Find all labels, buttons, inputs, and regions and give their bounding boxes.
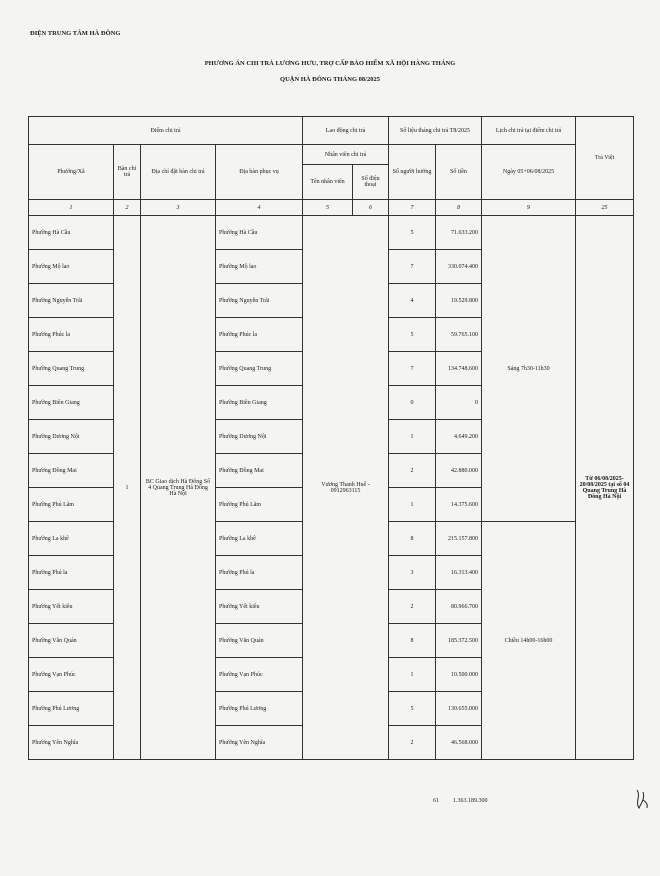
area-cell: Phường Hà Cầu [216, 216, 303, 250]
col-number: 7 [389, 200, 436, 216]
tra-viet-info: Từ 06/08/2025-20/08/2025 tại số 04 Quang Trung Hà Đông Hà Nội [576, 216, 634, 760]
ward-cell: Phường Phúc la [29, 318, 114, 352]
header-phuong-xa: Phường/Xã [29, 145, 114, 200]
area-cell: Phường Mộ lao [216, 250, 303, 284]
header-so-tien: Số tiền [436, 145, 482, 200]
people-cell: 5 [389, 692, 436, 726]
amount-cell: 185.372.500 [436, 624, 482, 658]
amount-cell: 14.375.600 [436, 488, 482, 522]
header-so-lieu: Số liệu tháng chi trả T8/2025 [389, 117, 482, 145]
amount-cell: 71.633.200 [436, 216, 482, 250]
header-so-nguoi: Số người hưởng [389, 145, 436, 200]
area-cell: Phường Nguyễn Trãi [216, 284, 303, 318]
amount-cell: 10.500.000 [436, 658, 482, 692]
area-cell: Phường Phúc la [216, 318, 303, 352]
ward-cell: Phường Đồng Mai [29, 454, 114, 488]
amount-cell: 42.880.000 [436, 454, 482, 488]
area-cell: Phường Đồng Mai [216, 454, 303, 488]
header-dia-chi: Địa chỉ đặt bàn chi trả [141, 145, 216, 200]
header-lich: Lịch chi trả tại điểm chi trả [482, 117, 576, 145]
people-cell: 8 [389, 624, 436, 658]
staff-info: Vương Thanh Huế - 0912963115 [303, 216, 389, 760]
people-cell: 1 [389, 658, 436, 692]
ward-cell: Phường Dương Nội [29, 420, 114, 454]
desk-address: BC Giao dịch Hà Đông Số 4 Quang Trung Hà Đông Hà Nội [141, 216, 216, 760]
col-number: 6 [353, 200, 389, 216]
area-cell: Phường Phú la [216, 556, 303, 590]
table-row [29, 216, 634, 250]
amount-cell: 0 [436, 386, 482, 420]
ward-cell: Phường Văn Quán [29, 624, 114, 658]
col-number: 9 [482, 200, 576, 216]
area-cell: Phường Yết kiêu [216, 590, 303, 624]
amount-cell: 130.655.000 [436, 692, 482, 726]
col-number: 5 [303, 200, 353, 216]
people-cell: 2 [389, 726, 436, 760]
amount-cell: 330.074.400 [436, 250, 482, 284]
header-ngay: Ngày 05+06/08/2025 [482, 145, 576, 200]
ward-cell: Phường Phú Lãm [29, 488, 114, 522]
col-number: 8 [436, 200, 482, 216]
ward-cell: Phường La khê [29, 522, 114, 556]
header-tra-viet: Trả Việt [576, 117, 634, 200]
ward-cell: Phường Phú la [29, 556, 114, 590]
col-number: 1 [29, 200, 114, 216]
ward-cell: Phường Phú Lương [29, 692, 114, 726]
area-cell: Phường Phú Lãm [216, 488, 303, 522]
area-cell: Phường Quang Trung [216, 352, 303, 386]
ward-cell: Phường Hà Cầu [29, 216, 114, 250]
ward-cell: Phường Yên Nghĩa [29, 726, 114, 760]
ward-cell: Phường Vạn Phúc [29, 658, 114, 692]
header-sdt: Số điện thoại [353, 165, 389, 200]
organization-name: ĐIỆN TRUNG TÂM HÀ ĐÔNG [30, 30, 121, 37]
amount-cell: 59.765.100 [436, 318, 482, 352]
morning-schedule: Sáng 7h30-11h30 [482, 216, 576, 522]
total-people: 61 [433, 798, 439, 804]
amount-cell: 16.313.400 [436, 556, 482, 590]
ward-cell: Phường Nguyễn Trãi [29, 284, 114, 318]
people-cell: 5 [389, 216, 436, 250]
area-cell: Phường Vạn Phúc [216, 658, 303, 692]
ward-cell: Phường Mộ lao [29, 250, 114, 284]
amount-cell: 19.529.800 [436, 284, 482, 318]
area-cell: Phường Dương Nội [216, 420, 303, 454]
ward-cell: Phường Yết kiêu [29, 590, 114, 624]
desk-number: 1 [114, 216, 141, 760]
area-cell: Phường La khê [216, 522, 303, 556]
header-ten-nv: Tên nhân viên [303, 165, 353, 200]
signature-mark [633, 788, 651, 810]
people-cell: 5 [389, 318, 436, 352]
amount-cell: 46.568.000 [436, 726, 482, 760]
amount-cell: 80.966.700 [436, 590, 482, 624]
ward-cell: Phường Quang Trung [29, 352, 114, 386]
col-number: 2 [114, 200, 141, 216]
people-cell: 7 [389, 250, 436, 284]
people-cell: 1 [389, 488, 436, 522]
ward-cell: Phường Biên Giang [29, 386, 114, 420]
amount-cell: 4.649.200 [436, 420, 482, 454]
header-nhan-vien: Nhân viên chi trả [303, 145, 389, 165]
area-cell: Phường Phú Lương [216, 692, 303, 726]
header-diem-chi-tra: Điểm chi trả [29, 117, 303, 145]
people-cell: 1 [389, 420, 436, 454]
amount-cell: 215.157.800 [436, 522, 482, 556]
people-cell: 8 [389, 522, 436, 556]
total-amount: 1.363.189.300 [453, 798, 488, 804]
people-cell: 0 [389, 386, 436, 420]
area-cell: Phường Văn Quán [216, 624, 303, 658]
people-cell: 4 [389, 284, 436, 318]
people-cell: 3 [389, 556, 436, 590]
column-number-row [29, 200, 634, 216]
document-subtitle: QUẬN HÀ ĐÔNG THÁNG 08/2025 [280, 76, 380, 83]
header-dia-ban: Địa bàn phục vụ [216, 145, 303, 200]
amount-cell: 134.748.600 [436, 352, 482, 386]
col-number: 4 [216, 200, 303, 216]
area-cell: Phường Yên Nghĩa [216, 726, 303, 760]
people-cell: 2 [389, 590, 436, 624]
col-number: 3 [141, 200, 216, 216]
payment-schedule-table [28, 116, 634, 760]
people-cell: 7 [389, 352, 436, 386]
afternoon-schedule: Chiều 14h00-16h00 [482, 522, 576, 760]
header-ban-chi-tra: Bàn chi trả [114, 145, 141, 200]
document-title: PHƯƠNG ÁN CHI TRẢ LƯƠNG HƯU, TRỢ CẤP BẢO HIỂM XÃ HỘI HÀNG THÁNG [204, 60, 456, 67]
people-cell: 2 [389, 454, 436, 488]
header-lao-dong: Lao động chi trả [303, 117, 389, 145]
col-number: 25 [576, 200, 634, 216]
area-cell: Phường Biên Giang [216, 386, 303, 420]
